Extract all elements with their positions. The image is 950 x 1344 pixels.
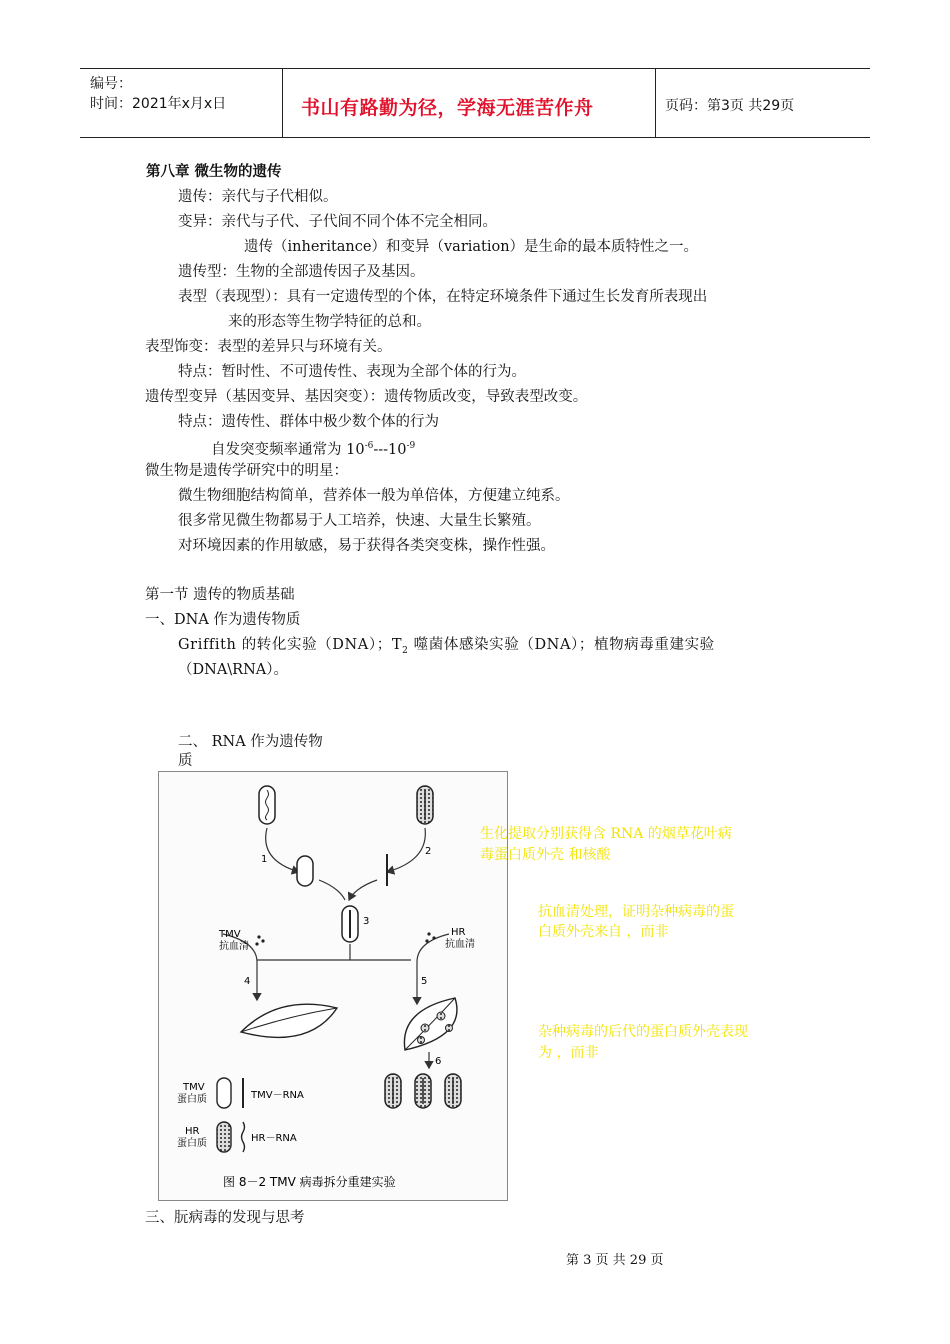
hybrid-virus xyxy=(342,906,358,942)
page-header xyxy=(80,68,870,138)
text-line: （DNA\RNA）。 xyxy=(178,662,288,678)
step-label: 1 xyxy=(261,854,268,865)
legend-label: HR－RNA xyxy=(251,1133,297,1144)
tmv-label: TMV xyxy=(219,929,241,940)
arrow-1 xyxy=(266,828,299,872)
hr-label: HR xyxy=(451,927,466,938)
header-motto: 书山有路勤为径，学海无涯苦作舟 xyxy=(301,97,594,119)
arrow-2 xyxy=(387,828,425,872)
text-line: 微生物细胞结构简单，营养体一般为单倍体，方便建立纯系。 xyxy=(178,488,570,504)
infected-leaf xyxy=(404,998,457,1050)
tmv-protein-coat xyxy=(297,856,313,886)
antiserum-label: 抗血清 xyxy=(445,939,475,950)
text-line: 遗传：亲代与子代相似。 xyxy=(178,189,338,205)
legend-label: HR xyxy=(185,1126,200,1137)
legend-label: TMV－RNA xyxy=(251,1090,304,1101)
legend-hr-rna xyxy=(242,1122,245,1152)
chapter-title: 第八章 微生物的遗传 xyxy=(146,164,282,180)
step-label: 3 xyxy=(363,916,370,927)
note-line: 生化提取分别获得含 RNA 的烟草花叶病 xyxy=(480,826,732,842)
subsection-heading: 三、朊病毒的发现与思考 xyxy=(145,1210,305,1226)
header-motto-cell xyxy=(283,69,656,137)
superscript: -6 xyxy=(364,441,374,451)
step-label: 2 xyxy=(425,846,432,857)
text-line: 来的形态等生物学特征的总和。 xyxy=(228,314,431,330)
text-segment: 噬菌体感染实验（DNA）；植物病毒重建实验 xyxy=(408,637,715,653)
text-line: 表型（表现型）：具有一定遗传型的个体，在特定环境条件下通过生长发育所表现出 xyxy=(178,289,708,305)
text-line: 遗传型：生物的全部遗传因子及基因。 xyxy=(178,264,425,280)
note-line: 为 ，而非 xyxy=(538,1045,599,1061)
text-segment: ---10 xyxy=(373,441,407,458)
text-line: 遗传型变异（基因变异、基因突变）：遗传物质改变，导致表型改变。 xyxy=(145,389,588,405)
text-line: 表型饰变：表型的差异只与环境有关。 xyxy=(145,339,392,355)
header-meta xyxy=(80,69,283,137)
text-line: 微生物是遗传学研究中的明星： xyxy=(145,463,348,479)
healthy-leaf xyxy=(241,1004,337,1037)
hr-particle xyxy=(417,786,433,824)
text-line: 特点：遗传性、群体中极少数个体的行为 xyxy=(178,414,439,430)
text-line: 变异：亲代与子代、子代间不同个体不完全相同。 xyxy=(178,214,497,230)
section-heading: 第一节 遗传的物质基础 xyxy=(145,587,295,603)
legend-hr-protein xyxy=(217,1122,231,1152)
text-line: 特点：暂时性、不可遗传性、表现为全部个体的行为。 xyxy=(178,364,526,380)
figure-caption: 图 8－2 TMV 病毒拆分重建实验 xyxy=(223,1175,396,1189)
experiments-line xyxy=(178,636,715,660)
legend-label: 蛋白质 xyxy=(177,1094,207,1105)
text-line: 遗传（inheritance）和变异（variation）是生命的最本质特性之一。 xyxy=(244,239,699,255)
tmv-particle xyxy=(259,786,275,824)
progeny-virus xyxy=(385,1074,461,1108)
subsection-heading: 一、DNA 作为遗传物质 xyxy=(145,612,301,628)
page-footer: 第 3 页 共 29 页 xyxy=(566,1253,664,1268)
step-label: 6 xyxy=(435,1056,442,1067)
text-segment: Griffith 的转化实验（DNA）；T xyxy=(178,637,403,653)
merge-arrow xyxy=(349,880,377,900)
text-segment: 自发突变频率通常为 10 xyxy=(211,441,365,458)
note-line: 白质外壳来自 ，而非 xyxy=(538,924,669,940)
subscript: 2 xyxy=(402,645,409,656)
superscript: -9 xyxy=(406,441,416,451)
note-line: 抗血清处理，证明杂种病毒的蛋 xyxy=(538,904,734,920)
merge-arrow xyxy=(319,880,345,900)
text-line: 对环境因素的作用敏感，易于获得各类突变株，操作性强。 xyxy=(178,538,555,554)
text-line: 很多常见微生物都易于人工培养，快速、大量生长繁殖。 xyxy=(178,513,541,529)
legend-label: TMV xyxy=(183,1082,205,1093)
step-label: 4 xyxy=(244,976,251,987)
header-time: 时间：2021年x月x日 xyxy=(90,96,227,112)
mutation-frequency-line xyxy=(211,437,415,459)
header-page-cell xyxy=(656,69,870,137)
note-line: 杂种病毒的后代的蛋白质外壳表现 xyxy=(538,1024,748,1040)
step-label: 5 xyxy=(421,976,428,987)
subsection-heading-cont: 质 xyxy=(178,753,193,769)
tmv-reconstruction-figure xyxy=(158,771,508,1201)
subsection-heading: 二、 RNA 作为遗传物 xyxy=(178,734,323,750)
figure-diagram xyxy=(159,772,507,1200)
antiserum-label: 抗血清 xyxy=(219,941,249,952)
header-page-number: 页码：第3页 共29页 xyxy=(665,98,795,114)
note-line: 毒蛋白质外壳 和核酸 xyxy=(480,847,611,863)
legend-tmv-protein xyxy=(217,1078,231,1108)
header-number: 编号： xyxy=(90,76,132,92)
legend-label: 蛋白质 xyxy=(177,1138,207,1149)
